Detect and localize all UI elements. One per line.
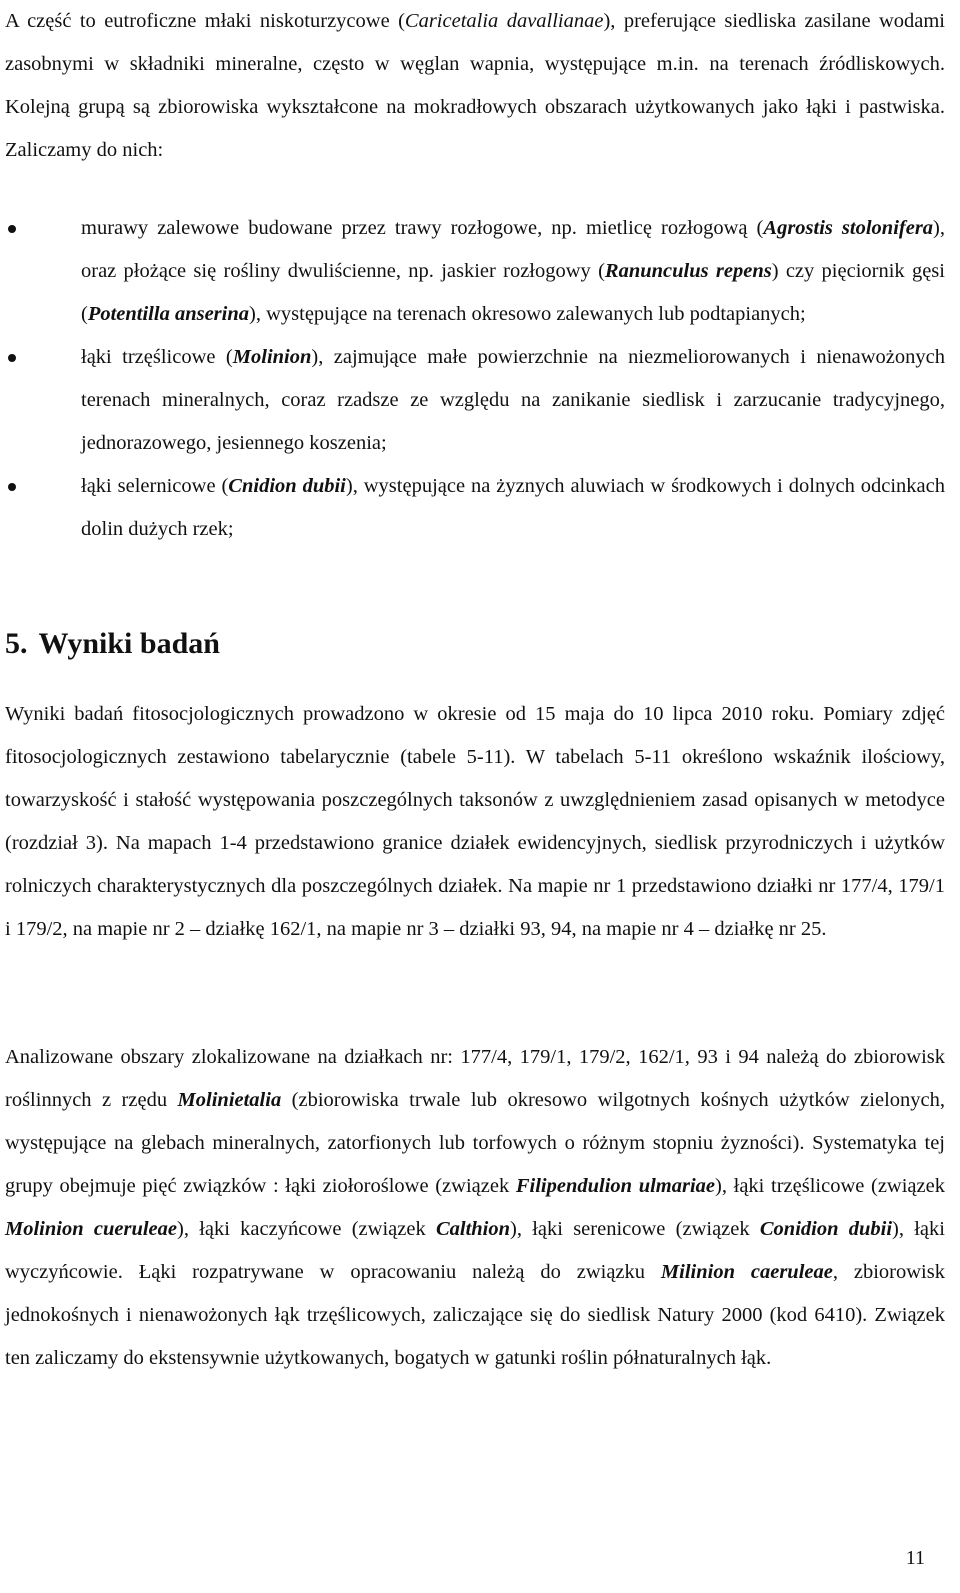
latin-name: Conidion dubii bbox=[759, 1218, 893, 1240]
latin-name: Agrostis stolonifera bbox=[763, 217, 934, 239]
latin-name: Filipendulion ulmariae bbox=[515, 1175, 716, 1197]
page-number: 11 bbox=[905, 1547, 925, 1569]
text-run: (zbiorowiska trwale lub okresowo wilgotnych kośnych użytków zielonych, występujące na glebach mineralnych, zatorfionych lub torfowych o różnym stopniu żyzności). Systematyka tej grupy obejmuje pięć związków : łąki ziołoroślowe (związek bbox=[5, 1089, 945, 1197]
intro-latin-name: Caricetalia davallianae bbox=[404, 10, 604, 32]
text-run: ), występujące na terenach okresowo zalewanych lub podtapianych; bbox=[249, 303, 806, 325]
section-number: 5. bbox=[5, 627, 28, 660]
latin-name: Calthion bbox=[435, 1218, 511, 1240]
bullet-dot-icon bbox=[8, 225, 16, 233]
latin-name: Molinietalia bbox=[177, 1089, 282, 1111]
results-paragraph-2 bbox=[5, 1036, 945, 1380]
bullet-dot-icon bbox=[8, 354, 16, 362]
text-run: ), łąki trzęślicowe (związek bbox=[715, 1175, 945, 1197]
latin-name: Molinion bbox=[232, 346, 312, 368]
text-run: ), łąki kaczyńcowe (związek bbox=[177, 1218, 436, 1240]
bullet-item-1 bbox=[5, 207, 945, 336]
text-run: ), łąki serenicowe (związek bbox=[510, 1218, 760, 1240]
text-run: ), zajmujące małe powierzchnie na niezmeliorowanych i nienawożonych terenach mineralnych, coraz rzadsze ze względu na zanikanie siedlisk i zarzucanie tradycyjnego, jednorazowego, jesiennego koszenia; bbox=[81, 346, 945, 454]
text-run: ), występujące na żyznych aluwiach w środkowych i dolnych odcinkach dolin dużych rzek; bbox=[81, 475, 945, 540]
latin-name: Cnidion dubii bbox=[228, 475, 346, 497]
text-run: łąki selernicowe ( bbox=[81, 475, 229, 497]
text-run: murawy zalewowe budowane przez trawy rozłogowe, np. mietlicę rozłogową ( bbox=[81, 217, 764, 239]
bullet-text bbox=[81, 217, 945, 325]
results-paragraph-1: Wyniki badań fitosocjologicznych prowadzono w okresie od 15 maja do 10 lipca 2010 roku. Pomiary zdjęć fitosocjologicznych zestawiono tabelarycznie (tabele 5-11). W tabelach 5-11 określono wskaźnik ilościowy, towarzyskość i stałość występowania poszczególnych taksonów z uwzględnieniem zasad opisanych w metodyce (rozdział 3). Na mapach 1-4 przedstawiono granice działek ewidencyjnych, siedlisk przyrodniczych i użytków rolniczych charakterystycznych dla poszczególnych działek. Na mapie nr 1 przedstawiono działki nr 177/4, 179/1 i 179/2, na mapie nr 2 – działkę 162/1, na mapie nr 3 – działki 93, 94, na mapie nr 4 – działkę nr 25. bbox=[5, 703, 945, 940]
intro-paragraph bbox=[5, 0, 945, 172]
bullet-text bbox=[81, 346, 945, 454]
latin-name: Potentilla anserina bbox=[87, 303, 250, 325]
text-run: Analizowane obszary zlokalizowane na działkach nr: 177/4, 179/1, 179/2, 162/1, 93 i 94 należą do zbiorowisk roślinnych z rzędu bbox=[5, 1046, 945, 1111]
text-run: ) czy pięciornik gęsi ( bbox=[81, 260, 945, 325]
habitat-bullet-list bbox=[5, 207, 945, 551]
latin-name: Molinion cueruleae bbox=[5, 1218, 177, 1240]
section-title: Wyniki badań bbox=[38, 627, 220, 660]
bullet-text bbox=[81, 475, 945, 540]
intro-text-a: A część to eutroficzne młaki niskoturzycowe ( bbox=[5, 10, 405, 32]
intro-text-c: ), preferujące siedliska zasilane wodami zasobnymi w składniki mineralne, często w węglan wapnia, występujące m.in. na terenach źródliskowych. Kolejną grupą są zbiorowiska wykształcone na mokradłowych obszarach użytkowanych jako łąki i pastwiska. Zaliczamy do nich: bbox=[5, 10, 946, 161]
bullet-item-3 bbox=[5, 465, 945, 551]
text-run: ), łąki wyczyńcowie. Łąki rozpatrywane w opracowaniu należą do związku bbox=[5, 1218, 945, 1283]
text-run: łąki trzęślicowe ( bbox=[81, 346, 233, 368]
section-heading bbox=[5, 622, 220, 666]
bullet-item-2 bbox=[5, 336, 945, 465]
text-run: ), oraz płożące się rośliny dwuliścienne, np. jaskier rozłogowy ( bbox=[81, 217, 945, 282]
text-run: , zbiorowisk jednokośnych i nienawożonych łąk trzęślicowych, zaliczające się do siedlisk Natury 2000 (kod 6410). Związek ten zaliczamy do ekstensywnie użytkowanych, bogatych w gatunki roślin półnaturalnych łąk. bbox=[5, 1261, 945, 1369]
latin-name: Milinion caeruleae bbox=[660, 1261, 833, 1283]
latin-name: Ranunculus repens bbox=[604, 260, 772, 282]
bullet-dot-icon bbox=[8, 483, 16, 491]
